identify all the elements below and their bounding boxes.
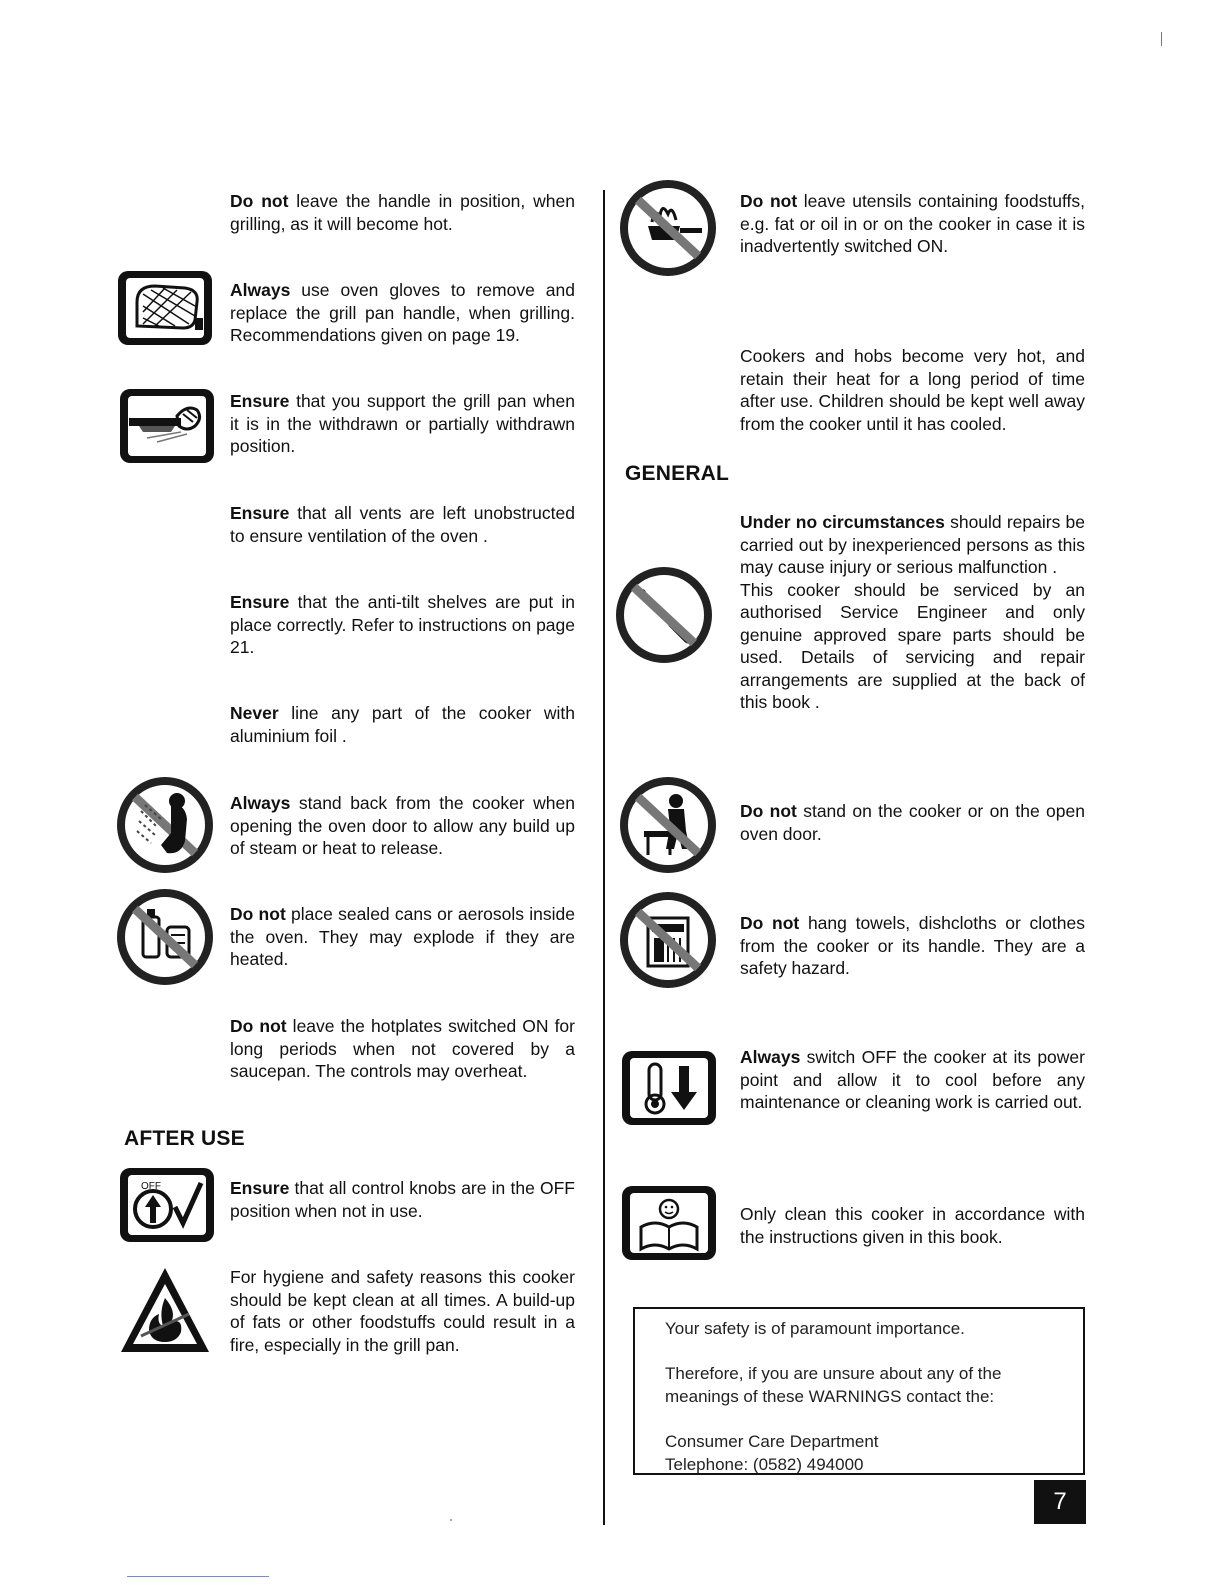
control-knobs-off-icon [117,1165,217,1265]
switch-off-cool-icon [619,1048,719,1148]
warning-handle-position: Do not leave the handle in position, when grilling, as it will become hot. [230,191,575,234]
no-standing-icon [618,775,718,875]
fire-hazard-icon [115,1262,215,1362]
no-unattended-pan-icon [618,178,718,278]
warning-cookers-hot: Cookers and hobs become very hot, and retain their heat for a long period of time after use. Children should be kept well away from the cooker until it has cooled. [740,346,1085,434]
notice-department: Consumer Care Department [665,1432,879,1451]
grill-pan-support-icon [117,386,217,486]
warning-utensils-foodstuffs: Do not leave utensils containing foodstuffs, e.g. fat or oil in or on the cooker in case it is inadvertently switched ON. [740,191,1085,256]
svg-text:OFF: OFF [141,1181,161,1192]
scan-bottom-line [127,1576,269,1577]
general-do-not-stand: Do not stand on the cooker or on the open oven door. [740,801,1085,844]
scan-speck [450,1519,452,1521]
section-heading-general: GENERAL [625,462,730,485]
page-edge-mark [1161,32,1162,46]
general-no-towels: Do not hang towels, dishcloths or clothes from the cooker or its handle. They are a safety hazard. [740,913,1085,978]
warning-support-grill-pan: Ensure that you support the grill pan when it is in the withdrawn or partially withdrawn position. [230,391,575,456]
after-use-hygiene: For hygiene and safety reasons this cooker should be kept clean at all times. A build-up of fats or other foodstuffs could result in a fire, especially in the grill pan. [230,1267,575,1355]
no-hanging-towels-icon [618,890,718,990]
warning-sealed-cans: Do not place sealed cans or aerosols inside the oven. They may explode if they are heated. [230,904,575,969]
no-aerosols-icon [115,887,215,987]
warning-aluminium-foil: Never line any part of the cooker with aluminium foil . [230,703,575,746]
warning-oven-gloves: Always use oven gloves to remove and replace the grill pan handle, when grilling. Recommendations given on page 19. [230,280,575,345]
notice-telephone: Telephone: (0582) 494000 [665,1455,864,1474]
column-divider [603,190,605,1525]
page-number: 7 [1034,1480,1086,1524]
notice-line-warnings: Therefore, if you are unsure about any of the meanings of these WARNINGS contact the: [665,1364,1002,1406]
warning-stand-back-steam: Always stand back from the cooker when opening the oven door to allow any build up of steam or heat to release. [230,793,575,858]
notice-line-safety: Your safety is of paramount importance. [665,1319,965,1338]
general-no-repairs: Under no circumstances should repairs be carried out by inexperienced persons as this may cause injury or serious malfunction . This cooker should be serviced by an authorised Service Engineer and only genuine approved spare parts should be used. Details of servicing and repair arrangements are supplied at the back of this book . [740,512,1085,712]
oven-glove-icon [115,268,215,368]
no-diy-repair-icon [614,565,714,665]
section-heading-after-use: AFTER USE [124,1127,245,1150]
read-instructions-icon [619,1183,719,1283]
general-switch-off: Always switch OFF the cooker at its power point and allow it to cool before any maintenance or cleaning work is carried out. [740,1047,1085,1112]
after-use-knobs-off: Ensure that all control knobs are in the OFF position when not in use. [230,1178,575,1221]
safety-notice-box [633,1307,1085,1475]
warning-anti-tilt-shelves: Ensure that the anti-tilt shelves are put in place correctly. Refer to instructions on page 21. [230,592,575,657]
warning-hotplates-on: Do not leave the hotplates switched ON for long periods when not covered by a saucepan. The controls may overheat. [230,1016,575,1081]
general-clean-instructions: Only clean this cooker in accordance with the instructions given in this book. [740,1204,1085,1247]
steam-caution-icon [115,775,215,875]
warning-vents-unobstructed: Ensure that all vents are left unobstructed to ensure ventilation of the oven . [230,503,575,546]
